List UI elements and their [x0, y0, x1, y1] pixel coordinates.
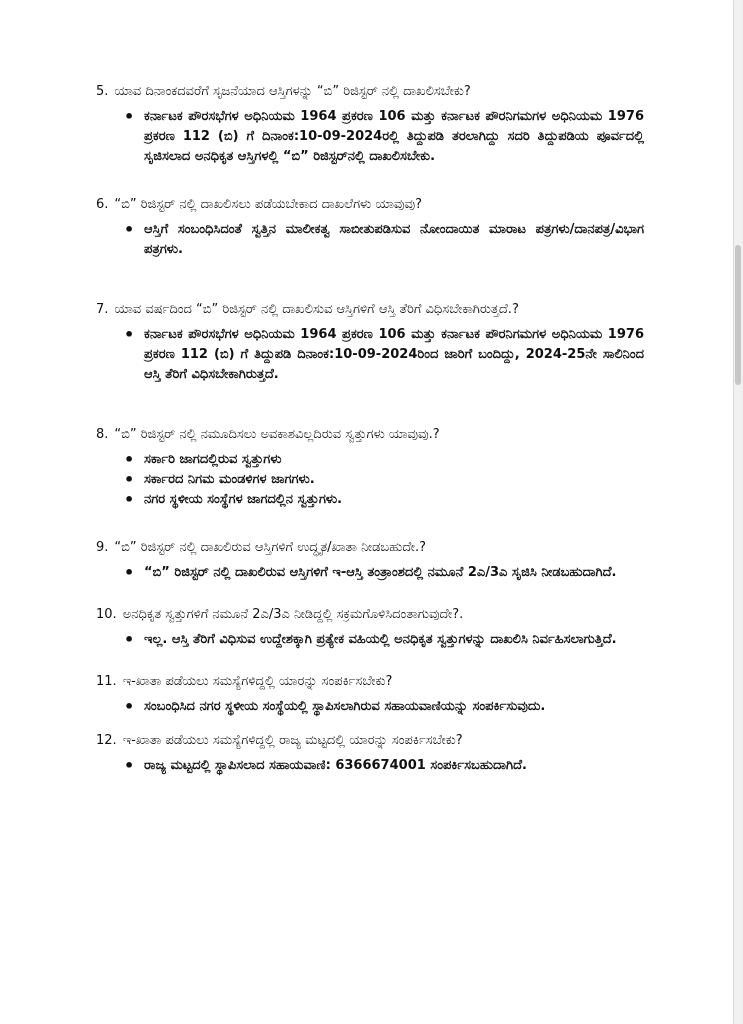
answer-item: • ರಾಜ್ಯ ಮಟ್ಟದಲ್ಲಿ ಸ್ಥಾಪಿಸಲಾದ ಸಹಾಯವಾಣಿ: 6366674001 ಸಂಪರ್ಕಿಸಬಹುದಾಗಿದೆ.: [144, 756, 644, 776]
answer-item: • ಕರ್ನಾಟಕ ಪೌರಸಭೆಗಳ ಅಧಿನಿಯಮ 1964 ಪ್ರಕರಣ 106 ಮತ್ತು ಕರ್ನಾಟಕ ಪೌರನಿಗಮಗಳ ಅಧಿನಿಯಮ 1976 ಪ್ರಕರಣ 112 (ಬಿ) ಗೆ ದಿನಾಂಕ:10-09-2024ರಲ್ಲಿ ತಿದ್ದುಪಡಿ ತರಲಾಗಿದ್ದು ಸದರಿ ತಿದ್ದುಪಡಿಯ ಪೂರ್ವದಲ್ಲಿ ಸೃಜಿಸಲಾದ ಅನಧಿಕೃತ ಆಸ್ತಿಗಳಲ್ಲಿ “ಬಿ” ರಿಜಿಸ್ಟರ್‌ನಲ್ಲಿ ದಾಖಲಿಸಬೇಕು.: [144, 107, 644, 167]
faq-item-8: [96, 425, 644, 510]
answer-list: [96, 563, 644, 583]
question-number: 11.: [96, 674, 117, 689]
answer-list: [96, 630, 644, 650]
question-text: “ಬಿ” ರಿಜಿಸ್ಟರ್ ನಲ್ಲಿ ನಮೂದಿಸಲು ಅವಕಾಶವಿಲ್ಲದಿರುವ ಸ್ವತ್ತುಗಳು ಯಾವುವು.?: [114, 427, 440, 442]
question: [96, 731, 644, 750]
faq-item-5: [96, 82, 644, 167]
question-text: “ಬಿ” ರಿಜಿಸ್ಟರ್ ನಲ್ಲಿ ದಾಖಲಿಸಲು ಪಡೆಯಬೇಕಾದ ದಾಖಲೆಗಳು ಯಾವುವು?: [114, 197, 423, 212]
question-number: 12.: [96, 733, 117, 748]
answer-item: • ಸರ್ಕಾರಿ ಜಾಗದಲ್ಲಿರುವ ಸ್ವತ್ತುಗಳು: [144, 450, 644, 470]
question: [96, 300, 644, 319]
question-text: “ಬಿ” ರಿಜಿಸ್ಟರ್ ನಲ್ಲಿ ದಾಖಲಿರುವ ಆಸ್ತಿಗಳಿಗೆ ಉದ್ಧೃತ/ಖಾತಾ ನೀಡಬಹುದೇ.?: [114, 540, 427, 555]
answer-item: • ಸರ್ಕಾರದ ನಿಗಮ ಮಂಡಳಿಗಳ ಜಾಗಗಳು.: [144, 470, 644, 490]
answer-list: [96, 697, 644, 717]
question: [96, 425, 644, 444]
question-text: ಯಾವ ವರ್ಷದಿಂದ “ಬಿ” ರಿಜಿಸ್ಟರ್ ನಲ್ಲಿ ದಾಖಲಿಸುವ ಆಸ್ತಿಗಳಿಗೆ ಆಸ್ತಿ ತೆರಿಗೆ ವಿಧಿಸಬೇಕಾಗಿರುತ್ತದೆ.?: [114, 302, 519, 317]
question-text: ಯಾವ ದಿನಾಂಕದವರೆಗೆ ಸೃಜನೆಯಾದ ಆಸ್ತಿಗಳನ್ನು “ಬಿ” ರಿಜಿಸ್ಟರ್ ನಲ್ಲಿ ದಾಖಲಿಸಬೇಕು?: [114, 84, 471, 99]
vertical-scrollbar[interactable]: [734, 0, 742, 1024]
question-number: 6.: [96, 197, 109, 212]
question: [96, 195, 644, 214]
answer-list: [96, 220, 644, 260]
question: [96, 605, 644, 624]
question: [96, 82, 644, 101]
answer-item: • ಕರ್ನಾಟಕ ಪೌರಸಭೆಗಳ ಅಧಿನಿಯಮ 1964 ಪ್ರಕರಣ 106 ಮತ್ತು ಕರ್ನಾಟಕ ಪೌರನಿಗಮಗಳ ಅಧಿನಿಯಮ 1976 ಪ್ರಕರಣ 112 (ಬಿ) ಗೆ ತಿದ್ದುಪಡಿ ದಿನಾಂಕ:10-09-2024ರಿಂದ ಜಾರಿಗೆ ಬಂದಿದ್ದು, 2024-25ನೇ ಸಾಲಿನಿಂದ ಆಸ್ತಿ ತೆರಿಗೆ ವಿಧಿಸಬೇಕಾಗಿರುತ್ತದೆ.: [144, 325, 644, 385]
answer-item: • ಆಸ್ತಿಗೆ ಸಂಬಂಧಿಸಿದಂತೆ ಸ್ವತ್ತಿನ ಮಾಲೀಕತ್ವ ಸಾಬೀತುಪಡಿಸುವ ನೋಂದಾಯಿತ ಮಾರಾಟ ಪತ್ರಗಳು/ದಾನಪತ್ರ/ವಿಭಾಗ ಪತ್ರಗಳು.: [144, 220, 644, 260]
question-number: 7.: [96, 302, 109, 317]
faq-list: [96, 82, 644, 798]
answer-item: • ನಗರ ಸ್ಥಳೀಯ ಸಂಸ್ಥೆಗಳ ಜಾಗದಲ್ಲಿನ ಸ್ವತ್ತುಗಳು.: [144, 490, 644, 510]
question-number: 9.: [96, 540, 109, 555]
faq-item-10: [96, 605, 644, 650]
question-number: 10.: [96, 607, 117, 622]
answer-list: [96, 756, 644, 776]
faq-item-12: [96, 731, 644, 776]
question-number: 8.: [96, 427, 109, 442]
answer-item: • “ಬಿ” ರಿಜಿಸ್ಟರ್ ನಲ್ಲಿ ದಾಖಲಿರುವ ಆಸ್ತಿಗಳಿಗೆ ಇ-ಆಸ್ತಿ ತಂತ್ರಾಂಶದಲ್ಲಿ ನಮೂನೆ 2ಎ/3ಎ ಸೃಜಿಸಿ ನೀಡಬಹುದಾಗಿದೆ.: [144, 563, 644, 583]
question-text: ಇ-ಖಾತಾ ಪಡೆಯಲು ಸಮಸ್ಯೆಗಳಿದ್ದಲ್ಲಿ ಯಾರನ್ನು ಸಂಪರ್ಕಿಸಬೇಕು?: [122, 674, 393, 689]
faq-item-7: [96, 300, 644, 385]
question-number: 5.: [96, 84, 109, 99]
question-text: ಅನಧಿಕೃತ ಸ್ವತ್ತುಗಳಿಗೆ ನಮೂನೆ 2ಎ/3ಎ ನೀಡಿದ್ದಲ್ಲಿ ಸಕ್ರಮಗೊಳಿಸಿದಂತಾಗುವುದೇ?.: [122, 607, 464, 622]
faq-item-6: [96, 195, 644, 260]
question: [96, 672, 644, 691]
answer-item: • ಸಂಬಂಧಿಸಿದ ನಗರ ಸ್ಥಳೀಯ ಸಂಸ್ಥೆಯಲ್ಲಿ ಸ್ಥಾಪಿಸಲಾಗಿರುವ ಸಹಾಯವಾಣಿಯನ್ನು ಸಂಪರ್ಕಿಸುವುದು.: [144, 697, 644, 717]
answer-item: • ಇಲ್ಲ. ಆಸ್ತಿ ತೆರಿಗೆ ವಿಧಿಸುವ ಉದ್ದೇಶಕ್ಕಾಗಿ ಪ್ರತ್ಯೇಕ ವಹಿಯಲ್ಲಿ ಅನಧಿಕೃತ ಸ್ವತ್ತುಗಳನ್ನು ದಾಖಲಿಸಿ ನಿರ್ವಹಿಸಲಾಗುತ್ತಿದೆ.: [144, 630, 644, 650]
question-text: ಇ-ಖಾತಾ ಪಡೆಯಲು ಸಮಸ್ಯೆಗಳಿದ್ದಲ್ಲಿ ರಾಜ್ಯ ಮಟ್ಟದಲ್ಲಿ ಯಾರನ್ನು ಸಂಪರ್ಕಿಸಬೇಕು?: [122, 733, 463, 748]
question: [96, 538, 644, 557]
answer-list: [96, 107, 644, 167]
faq-item-9: [96, 538, 644, 583]
faq-item-11: [96, 672, 644, 717]
answer-list: [96, 450, 644, 510]
scrollbar-thumb[interactable]: [735, 245, 741, 385]
answer-list: [96, 325, 644, 385]
